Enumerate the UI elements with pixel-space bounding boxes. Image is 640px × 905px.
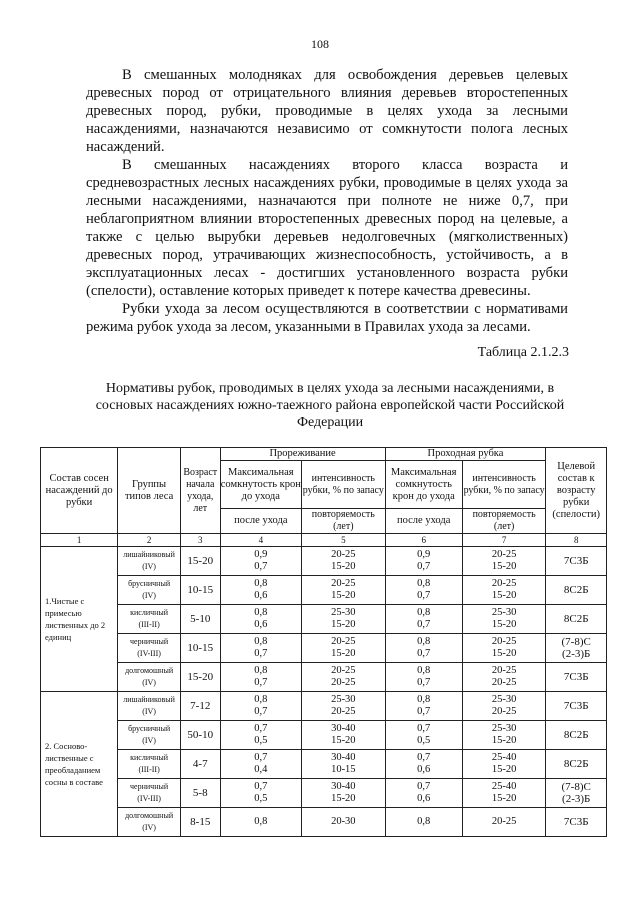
- value-top: 30-40: [331, 781, 356, 792]
- table-row: [41, 779, 607, 808]
- target-composition-cell: [546, 779, 607, 808]
- value-top: 20-25: [491, 636, 517, 647]
- value-bottom: 0,6: [254, 590, 268, 601]
- target-composition-top: 7С3Б: [563, 671, 589, 683]
- target-composition-cell: [546, 605, 607, 634]
- value-bottom: 15-20: [331, 619, 356, 630]
- value-top: 20-25: [491, 549, 517, 560]
- value-bottom: 0,6: [254, 619, 268, 630]
- table-row: [41, 605, 607, 634]
- value-top: 20-25: [331, 636, 356, 647]
- forest-type-cell: [118, 605, 181, 634]
- forest-type-class: (IV): [142, 591, 156, 600]
- age-cell: 4-7: [180, 750, 220, 779]
- value-top: 25-40: [491, 781, 517, 792]
- value-cell: [220, 808, 301, 837]
- paragraph: Рубки ухода за лесом осуществляются в соответствии с нормативами режима рубок ухода за лесом, указанными в Правилах ухода за лесами.: [86, 301, 568, 335]
- table-body: [41, 547, 607, 837]
- column-number: 4: [220, 534, 301, 547]
- value-cell: [220, 663, 301, 692]
- age-cell: 15-20: [180, 663, 220, 692]
- value-top: 25-30: [491, 694, 517, 705]
- value-top: 25-30: [331, 607, 356, 618]
- value-bottom: 15-20: [491, 590, 517, 601]
- target-composition-cell: [546, 663, 607, 692]
- value-bottom: 0,4: [254, 764, 268, 775]
- column-number: 1: [41, 534, 118, 547]
- forest-type-cell: [118, 634, 181, 663]
- value-cell: [462, 576, 546, 605]
- table-row: [41, 547, 607, 576]
- value-top: 0,8: [417, 665, 431, 676]
- value-cell: [385, 808, 462, 837]
- value-cell: [462, 663, 546, 692]
- value-top: 0,8: [254, 694, 268, 705]
- value-cell: [302, 779, 386, 808]
- value-cell: [385, 663, 462, 692]
- target-composition-cell: [546, 692, 607, 721]
- value-cell: [220, 547, 301, 576]
- table-title: Нормативы рубок, проводимых в целях ухода за лесными насаждениями, в сосновых насаждениях южно-таежного района европейской части Российской Федерации: [95, 381, 565, 430]
- value-cell: [302, 721, 386, 750]
- target-composition-top: 8С2Б: [563, 584, 589, 596]
- table-row: [41, 692, 607, 721]
- table-row: [41, 576, 607, 605]
- target-composition-bottom: (2-3)Б: [562, 793, 591, 805]
- forest-type-class: (IV): [142, 707, 156, 716]
- value-cell: [385, 779, 462, 808]
- value-cell: [220, 605, 301, 634]
- target-composition-top: 7С3Б: [563, 555, 589, 567]
- header-passage-cutting: Проходная рубка: [385, 448, 546, 461]
- value-cell: [462, 721, 546, 750]
- value-cell: [385, 605, 462, 634]
- table-row: [41, 808, 607, 837]
- value-bottom: 20-25: [331, 677, 356, 688]
- target-composition-bottom: (2-3)Б: [562, 648, 591, 660]
- age-cell: 10-15: [180, 576, 220, 605]
- target-composition-top: 7С3Б: [563, 700, 589, 712]
- header-after-care: после ухода: [385, 509, 462, 534]
- value-top: 0,8: [254, 665, 268, 676]
- value-bottom: 15-20: [331, 735, 356, 746]
- forest-type-name: лишайниковый: [123, 695, 175, 704]
- header-thinning: Прореживание: [220, 448, 385, 461]
- header-repeat: повторяемость (лет): [302, 509, 386, 534]
- value-cell: [220, 692, 301, 721]
- forest-type-cell: [118, 779, 181, 808]
- forest-type-cell: [118, 750, 181, 779]
- forest-type-class: (IV): [142, 736, 156, 745]
- age-cell: 15-20: [180, 547, 220, 576]
- value-bottom: 15-20: [331, 648, 356, 659]
- value-bottom: 0,7: [254, 677, 268, 688]
- value-top: 20-25: [491, 816, 517, 827]
- value-cell: [220, 779, 301, 808]
- value-top: 0,8: [417, 578, 431, 589]
- value-cell: [462, 779, 546, 808]
- value-top: 30-40: [331, 723, 356, 734]
- table-label: Таблица 2.1.2.3: [477, 345, 569, 360]
- age-cell: 10-15: [180, 634, 220, 663]
- age-cell: 5-10: [180, 605, 220, 634]
- target-composition-cell: [546, 634, 607, 663]
- value-bottom: 15-20: [331, 590, 356, 601]
- value-bottom: 0,5: [254, 793, 268, 804]
- value-cell: [385, 576, 462, 605]
- target-composition-top: 8С2Б: [563, 758, 589, 770]
- target-composition-top: 8С2Б: [563, 613, 589, 625]
- value-top: 20-25: [491, 578, 517, 589]
- value-bottom: 0,7: [254, 706, 268, 717]
- target-composition-cell: [546, 576, 607, 605]
- value-top: 20-25: [331, 549, 356, 560]
- forest-type-name: кисличный: [130, 608, 169, 617]
- value-top: 0,8: [417, 694, 431, 705]
- forest-type-class: (IV): [142, 678, 156, 687]
- value-cell: [302, 750, 386, 779]
- value-bottom: 0,7: [417, 561, 431, 572]
- header-intensity: интенсивность рубки, % по запасу: [462, 461, 546, 509]
- value-cell: [462, 634, 546, 663]
- forest-type-name: брусничный: [128, 724, 171, 733]
- forest-type-name: долгомошный: [125, 811, 174, 820]
- header-max-closure: Максимальная сомкнутость крон до ухода: [220, 461, 301, 509]
- value-top: 0,8: [417, 816, 431, 827]
- value-cell: [302, 576, 386, 605]
- value-cell: [302, 605, 386, 634]
- forest-type-cell: [118, 576, 181, 605]
- target-composition-top: 7С3Б: [563, 816, 589, 828]
- forest-type-class: (IV): [142, 823, 156, 832]
- value-bottom: 15-20: [491, 619, 517, 630]
- value-cell: [462, 547, 546, 576]
- header-age: Возраст начала ухода, лет: [180, 448, 220, 534]
- header-after-care: после ухода: [220, 509, 301, 534]
- value-bottom: 15-20: [491, 648, 517, 659]
- column-number: 2: [118, 534, 181, 547]
- value-top: 0,7: [417, 781, 431, 792]
- value-cell: [302, 547, 386, 576]
- value-cell: [302, 663, 386, 692]
- forest-type-cell: [118, 808, 181, 837]
- value-bottom: 0,7: [254, 561, 268, 572]
- forest-type-class: (III-II): [138, 620, 160, 629]
- value-bottom: 15-20: [491, 793, 517, 804]
- header-composition: Состав сосен насаждений до рубки: [41, 448, 118, 534]
- age-cell: 7-12: [180, 692, 220, 721]
- target-composition-cell: [546, 808, 607, 837]
- value-cell: [302, 808, 386, 837]
- header-repeat: повторяемость (лет): [462, 509, 546, 534]
- value-top: 0,9: [417, 549, 431, 560]
- forest-type-class: (IV-III): [137, 649, 161, 658]
- table-row: [41, 663, 607, 692]
- page-number: 108: [311, 37, 329, 51]
- table-row: [41, 721, 607, 750]
- value-cell: [385, 547, 462, 576]
- value-top: 0,7: [417, 752, 431, 763]
- value-cell: [220, 721, 301, 750]
- forest-type-cell: [118, 663, 181, 692]
- value-cell: [302, 692, 386, 721]
- target-composition-cell: [546, 547, 607, 576]
- target-composition-top: 8С2Б: [563, 729, 589, 741]
- value-top: 0,7: [254, 781, 268, 792]
- value-top: 0,8: [417, 636, 431, 647]
- value-top: 30-40: [331, 752, 356, 763]
- forest-type-name: долгомошный: [125, 666, 174, 675]
- value-cell: [462, 808, 546, 837]
- forest-type-cell: [118, 721, 181, 750]
- header-forest-type: Группы типов леса: [118, 448, 181, 534]
- value-bottom: 0,6: [417, 793, 431, 804]
- header-intensity: интенсивность рубки, % по запасу: [302, 461, 386, 509]
- value-bottom: 15-20: [331, 561, 356, 572]
- forest-type-name: черничный: [130, 782, 169, 791]
- target-composition-top: (7-8)С: [561, 636, 591, 648]
- value-top: 0,7: [417, 723, 431, 734]
- forest-type-class: (IV): [142, 562, 156, 571]
- value-bottom: 15-20: [331, 793, 356, 804]
- value-cell: [220, 634, 301, 663]
- value-bottom: 0,5: [254, 735, 268, 746]
- value-top: 25-40: [491, 752, 517, 763]
- value-top: 25-30: [331, 694, 356, 705]
- value-top: 20-25: [491, 665, 517, 676]
- value-cell: [385, 634, 462, 663]
- value-cell: [220, 576, 301, 605]
- value-top: 0,8: [254, 816, 268, 827]
- paragraph: В смешанных насаждениях второго класса возраста и средневозрастных лесных насаждениях рубки, проводимые в целях ухода за лесными насаждениями, назначаются при полноте не ниже 0,7, при неблагоприятном влиянии второстепенных древесных пород на целевые, а также с целью вырубки деревьев недолговечных (мягколиственных) древесных пород, утрачивающих жизнеспособность, устойчивость, а в эксплуатационных лесах - достигших установленного возраста рубки (спелости), оставление которых приведет к потере качества древесины.: [86, 157, 568, 299]
- value-cell: [462, 692, 546, 721]
- value-bottom: 0,7: [417, 706, 431, 717]
- value-bottom: 15-20: [491, 561, 517, 572]
- value-bottom: 0,7: [417, 590, 431, 601]
- value-bottom: 15-20: [491, 735, 517, 746]
- value-bottom: 0,6: [417, 764, 431, 775]
- value-bottom: 0,7: [417, 619, 431, 630]
- age-cell: 5-8: [180, 779, 220, 808]
- forest-type-cell: [118, 692, 181, 721]
- forest-type-name: черничный: [130, 637, 169, 646]
- value-cell: [220, 750, 301, 779]
- target-composition-cell: [546, 750, 607, 779]
- value-cell: [462, 750, 546, 779]
- body-text: [86, 66, 568, 336]
- value-top: 0,8: [417, 607, 431, 618]
- value-bottom: 15-20: [491, 764, 517, 775]
- target-composition-cell: [546, 721, 607, 750]
- forest-type-name: лишайниковый: [123, 550, 175, 559]
- group-label: 1.Чистые с примесью лиственных до 2 единиц: [41, 547, 118, 692]
- value-top: 0,8: [254, 607, 268, 618]
- value-top: 0,7: [254, 752, 268, 763]
- value-bottom: 0,7: [254, 648, 268, 659]
- value-top: 20-25: [331, 578, 356, 589]
- value-bottom: 0,7: [417, 677, 431, 688]
- value-top: 0,8: [254, 636, 268, 647]
- value-top: 20-30: [331, 816, 356, 827]
- age-cell: 50-10: [180, 721, 220, 750]
- value-cell: [385, 750, 462, 779]
- paragraph: В смешанных молодняках для освобождения деревьев целевых древесных пород от отрицательного влияния деревьев второстепенных древесных пород, рубки, проводимые в целях ухода за лесными насаждениями, назначаются независимо от сомкнутости полога лесных насаждений.: [86, 67, 568, 155]
- value-cell: [385, 692, 462, 721]
- forest-type-class: (IV-III): [137, 794, 161, 803]
- column-number: 6: [385, 534, 462, 547]
- forest-type-name: кисличный: [130, 753, 169, 762]
- table-row: [41, 750, 607, 779]
- forest-type-cell: [118, 547, 181, 576]
- table-row: [41, 634, 607, 663]
- target-composition-top: (7-8)С: [561, 781, 591, 793]
- column-number: 5: [302, 534, 386, 547]
- group-label: 2. Сосново-лиственные с преобладанием сосны в составе: [41, 692, 118, 837]
- column-number: 8: [546, 534, 607, 547]
- value-bottom: 0,7: [417, 648, 431, 659]
- value-top: 25-30: [491, 607, 517, 618]
- value-bottom: 10-15: [331, 764, 356, 775]
- value-cell: [302, 634, 386, 663]
- header-max-closure: Максимальная сомкнутость крон до ухода: [385, 461, 462, 509]
- column-number: 3: [180, 534, 220, 547]
- column-number: 7: [462, 534, 546, 547]
- value-top: 0,9: [254, 549, 268, 560]
- value-bottom: 0,5: [417, 735, 431, 746]
- value-top: 0,7: [254, 723, 268, 734]
- age-cell: 8-15: [180, 808, 220, 837]
- value-cell: [462, 605, 546, 634]
- value-top: 20-25: [331, 665, 356, 676]
- norms-table: [40, 447, 607, 837]
- value-top: 25-30: [491, 723, 517, 734]
- forest-type-name: брусничный: [128, 579, 171, 588]
- value-bottom: 20-25: [491, 677, 517, 688]
- header-target: Целевой состав к возрасту рубки (спелости): [546, 448, 607, 534]
- forest-type-class: (III-II): [138, 765, 160, 774]
- value-cell: [385, 721, 462, 750]
- value-top: 0,8: [254, 578, 268, 589]
- value-bottom: 20-25: [331, 706, 356, 717]
- value-bottom: 20-25: [491, 706, 517, 717]
